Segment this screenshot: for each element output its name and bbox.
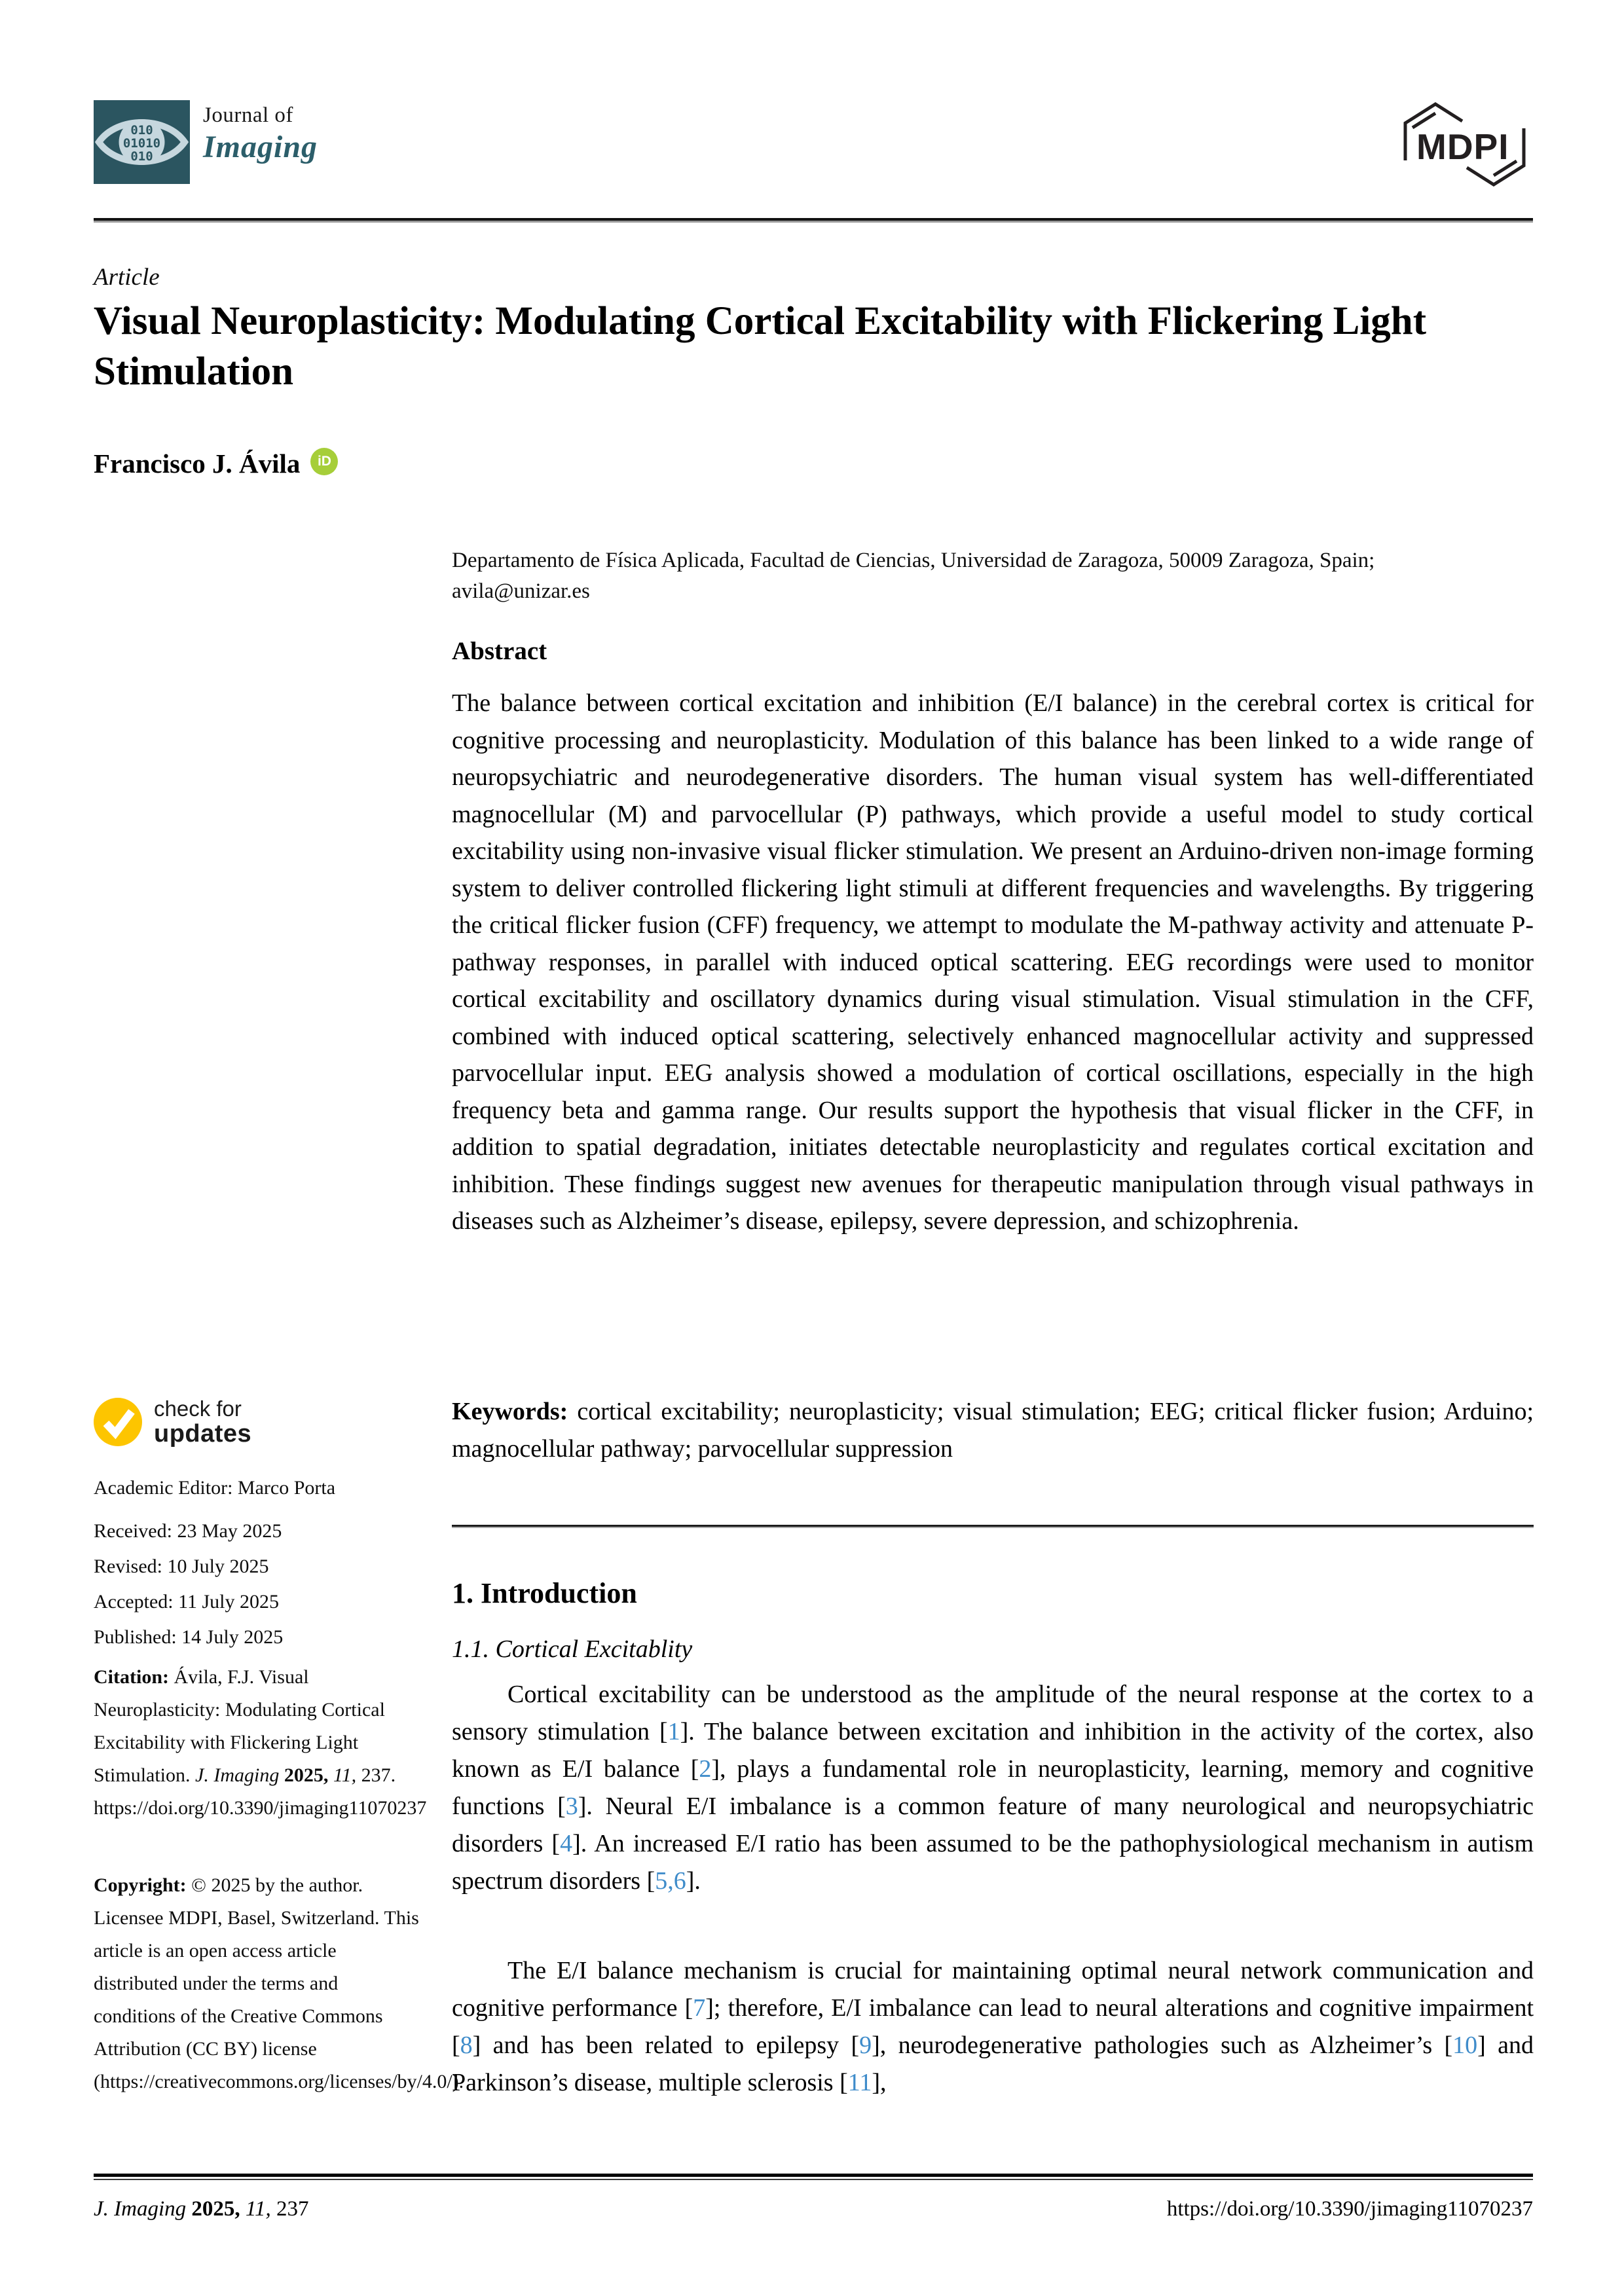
citation-block [94, 1661, 427, 1825]
footer-page: 237 [276, 2197, 309, 2221]
footer-doi-link[interactable]: https://doi.org/10.3390/jimaging11070237 [1166, 2197, 1533, 2221]
footer-year: 2025, [191, 2197, 240, 2221]
citation-ref[interactable]: 11 [847, 2069, 872, 2096]
affiliation-email[interactable]: avila@unizar.es [452, 579, 590, 603]
citation-volume: 11, [333, 1764, 357, 1786]
abstract-text: The balance between cortical excitation and inhibition (E/I balance) in the cerebral cortex is critical for cognitive processing and neuroplasticity. Modulation of this balance has been linked to a wide range of neuropsychiatric and neurodegenerative disorders. The human visual system has well-differentiated magnocellular (M) and parvocellular (P) pathways, which provide a useful model to study cortical excitability using non-invasive visual flicker stimulation. We present an Arduino-driven non-image forming system to deliver controlled flickering light stimuli at different frequencies and wavelengths. By triggering the critical flicker fusion (CFF) frequency, we attempt to modulate the M-pathway activity and attenuate P-pathway responses, in parallel with induced optical scattering. EEG recordings were used to monitor cortical excitability and oscillatory dynamics during visual stimulation. Visual stimulation in the CFF, combined with induced optical scattering, selectively enhanced magnocellular activity and suppressed parvocellular input. EEG analysis showed a modulation of cortical oscillations, especially in the high frequency beta and gamma range. Our results support the hypothesis that visual flicker in the CFF, in addition to spatial degradation, initiates detectable neuroplasticity and regulates cortical excitation and inhibition. These findings suggest new avenues for therapeutic manipulation through visual pathways in diseases such as Alzheimer’s disease, epilepsy, severe depression, and schizophrenia. [452, 689, 1534, 1235]
received-date: Received: 23 May 2025 [94, 1520, 282, 1542]
copyright-block [94, 1869, 464, 2098]
citation-ref[interactable]: 7 [693, 1994, 706, 2022]
accepted-date: Accepted: 11 July 2025 [94, 1591, 279, 1613]
author-row [94, 448, 338, 479]
svg-text:010: 010 [130, 123, 153, 137]
intro-paragraph-2: The E/I balance mechanism is crucial for maintaining optimal neural network communication and cognitive performance [7]; therefore, E/I imbalance can lead to neural alterations and cognitive impairment [8] and has been related to epilepsy [9], neurodegenerative pathologies such as Alzheimer’s [10] and Parkinson’s disease, multiple sclerosis [11], [452, 1957, 1534, 2096]
citation-doi-link[interactable]: https://doi.org/10.3390/jimaging11070237 [94, 1797, 427, 1819]
academic-editor: Academic Editor: Marco Porta [94, 1477, 336, 1499]
affiliation [452, 545, 1534, 607]
svg-text:010: 010 [130, 149, 153, 164]
article-dates [94, 1514, 424, 1655]
subsection-heading-cortical-excitability: 1.1. Cortical Excitablity [452, 1635, 693, 1663]
citation-page: 237. [361, 1764, 396, 1786]
mdpi-logo[interactable] [1397, 98, 1533, 194]
check-updates-line1: check for [154, 1396, 242, 1421]
footer-journal-ref [94, 2197, 308, 2221]
journal-name-prefix: Journal of [203, 103, 293, 127]
check-updates-line2: updates [154, 1420, 252, 1448]
citation-ref[interactable]: 8 [460, 2032, 473, 2059]
citation-ref[interactable]: 1 [667, 1718, 680, 1745]
author-name: Francisco J. Ávila [94, 448, 301, 479]
section-heading-introduction: 1. Introduction [452, 1577, 637, 1609]
citation-ref[interactable]: 4 [560, 1830, 573, 1857]
citation-year: 2025, [284, 1764, 329, 1786]
keywords-text: cortical excitability; neuroplasticity; visual stimulation; EEG; critical flicker fusion; Arduino; magnocellular pathway; parvocellular suppression [452, 1398, 1534, 1463]
citation-ref[interactable]: 5,6 [655, 1867, 686, 1895]
check-icon [94, 1398, 142, 1446]
journal-logo [94, 100, 190, 187]
svg-text:01010: 01010 [122, 136, 161, 151]
keywords-label: Keywords: [452, 1398, 568, 1425]
citation-text: Ávila, F.J. Visual Neuroplasticity: Modulating Cortical Excitability with Flickering Light Stimulation. [94, 1666, 385, 1786]
orcid-icon[interactable]: iD [310, 448, 338, 475]
citation-journal: J. Imaging [195, 1764, 280, 1786]
journal-name [203, 103, 318, 165]
check-updates-text [154, 1397, 251, 1447]
article-type-label: Article [94, 264, 160, 291]
citation-ref[interactable]: 9 [859, 2032, 872, 2059]
journal-name-main: Imaging [203, 130, 318, 164]
check-updates-badge[interactable] [94, 1397, 424, 1447]
journal-eye-logo-icon [94, 100, 190, 184]
revised-date: Revised: 10 July 2025 [94, 1556, 269, 1577]
affiliation-text: Departamento de Física Aplicada, Facultad de Ciencias, Universidad de Zaragoza, 50009 Zaragoza, Spain; [452, 549, 1375, 572]
copyright-text: © 2025 by the author. Licensee MDPI, Basel, Switzerland. This article is an open access article distributed under the terms and conditions of the Creative Commons Attribution (CC BY) license (https://creativecommons.org/licenses/by/4.0/). [94, 1874, 464, 2092]
abstract-heading: Abstract [452, 637, 547, 665]
citation-label: Citation: [94, 1666, 169, 1688]
footer-volume: 11, [245, 2197, 271, 2221]
citation-ref[interactable]: 10 [1452, 2032, 1478, 2059]
page-title: Visual Neuroplasticity: Modulating Cortical Excitability with Flickering Light Stimulation [94, 299, 1427, 394]
copyright-label: Copyright: [94, 1874, 187, 1896]
citation-ref[interactable]: 3 [565, 1793, 578, 1820]
mdpi-hexagon-icon [1397, 98, 1533, 191]
intro-paragraph-1: Cortical excitability can be understood as the amplitude of the neural response at the cortex to a sensory stimulation [1]. The balance between excitation and inhibition in the activity of the cortex, also known as E/I balance [2], plays a fundamental role in neuroplasticity, learning, memory and cognitive functions [3]. Neural E/I imbalance is a common feature of many neurological and neuropsychiatric disorders [4]. An increased E/I ratio has been assumed to be the pathophysiological mechanism in autism spectrum disorders [5,6]. [452, 1681, 1534, 1895]
published-date: Published: 14 July 2025 [94, 1626, 284, 1648]
keywords-divider [452, 1525, 1534, 1527]
footer-divider [94, 2174, 1533, 2180]
footer-journal: J. Imaging [94, 2197, 187, 2221]
keywords [452, 1393, 1534, 1468]
citation-ref[interactable]: 2 [699, 1755, 712, 1783]
header-divider [94, 218, 1533, 221]
svg-text:MDPI: MDPI [1416, 126, 1509, 167]
